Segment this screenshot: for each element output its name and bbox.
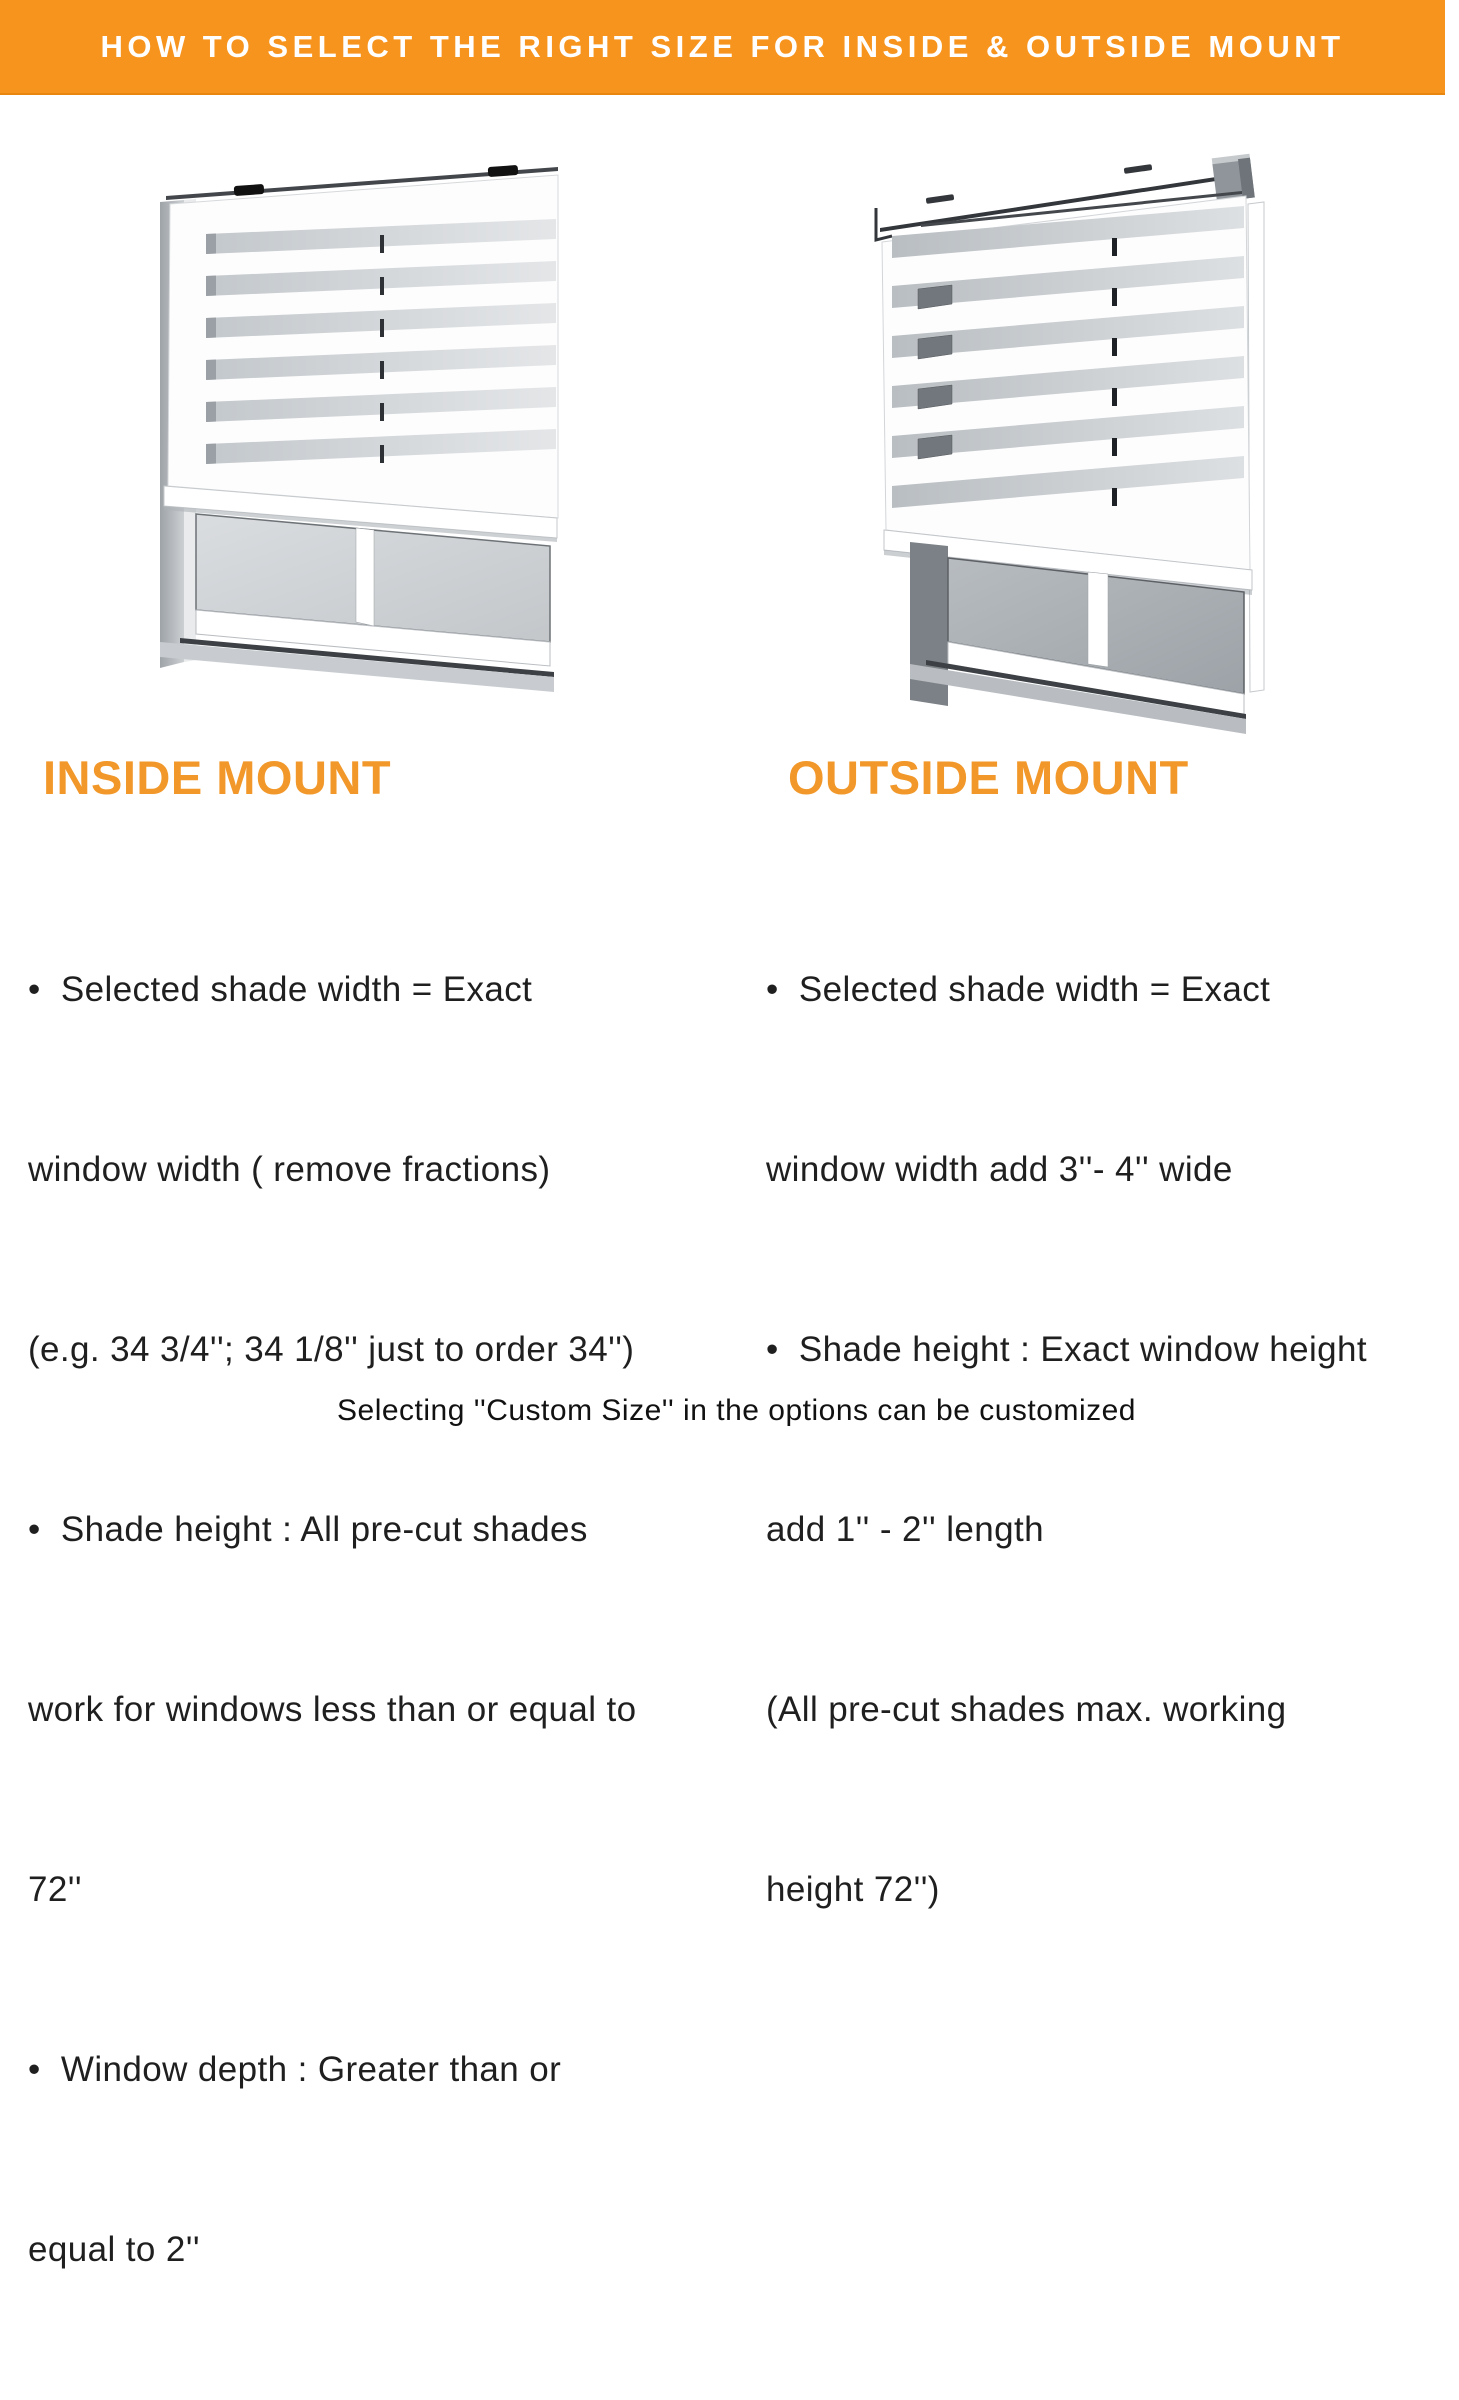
side-channel xyxy=(1248,202,1264,692)
page-title: HOW TO SELECT THE RIGHT SIZE FOR INSIDE & OUTSIDE MOUNT xyxy=(100,28,1345,64)
outside-mount-instructions xyxy=(766,840,1367,2040)
instruction-line: height 72'') xyxy=(766,1870,940,1909)
mount-clip xyxy=(234,184,265,196)
inside-mount-heading: INSIDE MOUNT xyxy=(43,751,392,804)
custom-size-note: Selecting ''Custom Size'' in the options can be customized xyxy=(337,1394,1136,1427)
window-mullion xyxy=(356,528,374,626)
window-mullion xyxy=(1088,572,1108,667)
instruction-line: (All pre-cut shades max. working xyxy=(766,1690,1287,1729)
title-banner xyxy=(0,0,1445,95)
inside-mount-instructions xyxy=(28,840,637,2400)
mount-bracket-left xyxy=(876,208,892,240)
outside-mount-heading: OUTSIDE MOUNT xyxy=(788,751,1189,804)
wall-mark xyxy=(1124,164,1153,174)
instruction-line: work for windows less than or equal to xyxy=(28,1690,637,1729)
instruction-line: equal to 2'' xyxy=(28,2230,200,2269)
instruction-line: 72'' xyxy=(28,1870,82,1909)
wall-mark xyxy=(926,194,955,204)
outside-mount-illustration xyxy=(866,146,1271,731)
inside-mount-illustration xyxy=(160,150,565,720)
instruction-line: add 1'' - 2'' length xyxy=(766,1510,1044,1549)
instruction-line: (e.g. 34 3/4''; 34 1/8'' just to order 34'') xyxy=(28,1330,635,1369)
inside-mount-window-drawing xyxy=(160,150,565,715)
instruction-line: • Window depth : Greater than or xyxy=(28,2050,562,2089)
mount-clip xyxy=(488,165,519,177)
instruction-line: window width ( remove fractions) xyxy=(28,1150,551,1189)
instruction-line: • Shade height : Exact window height xyxy=(766,1330,1368,1369)
instruction-line: • Selected shade width = Exact xyxy=(28,970,533,1009)
instruction-line: • Shade height : All pre-cut shades xyxy=(28,1510,588,1549)
instruction-line: window width add 3''- 4'' wide xyxy=(766,1150,1233,1189)
outside-mount-window-drawing xyxy=(866,146,1271,726)
instruction-line: • Selected shade width = Exact xyxy=(766,970,1271,1009)
